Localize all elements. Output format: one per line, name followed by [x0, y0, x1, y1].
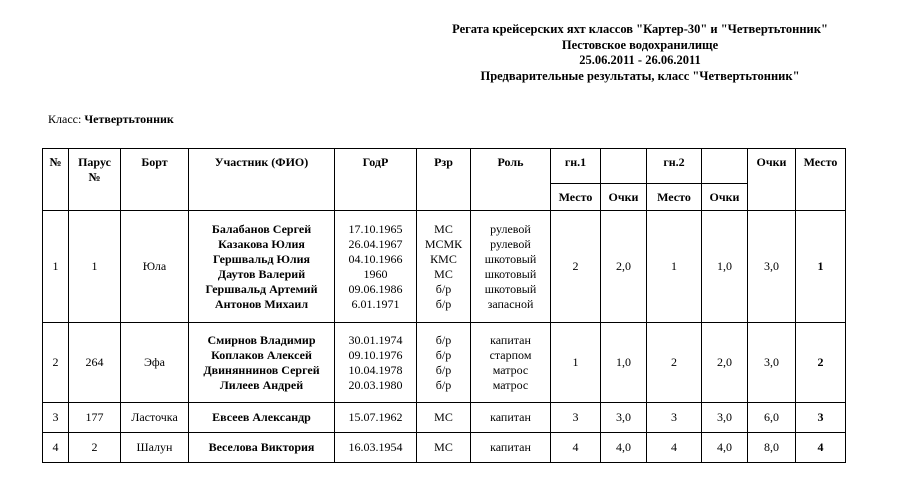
- race2-place: 3: [647, 403, 702, 433]
- crew-birth: 17.10.1965: [348, 221, 403, 236]
- col-num: №: [43, 149, 69, 211]
- crew-role: старпом: [489, 347, 532, 362]
- row-sail: 1: [69, 211, 121, 323]
- race1-place: 4: [551, 433, 601, 463]
- crew-births: [335, 211, 417, 323]
- results-subtitle: Предварительные результаты, класс "Четвертьтонник": [480, 68, 800, 83]
- row-boat: Ласточка: [121, 403, 189, 433]
- final-place: 1: [796, 211, 846, 323]
- race1-place: 1: [551, 323, 601, 403]
- crew-name: Евсеев Александр: [189, 403, 335, 433]
- final-place: 2: [796, 323, 846, 403]
- crew-rank: МС: [417, 433, 471, 463]
- crew-births: [335, 323, 417, 403]
- total-points: 3,0: [748, 323, 796, 403]
- race1-place: 2: [551, 211, 601, 323]
- final-place: 4: [796, 433, 846, 463]
- crew-role: шкотовый: [484, 266, 537, 281]
- crew-roles: [471, 211, 551, 323]
- crew-rank: б/р: [435, 362, 452, 377]
- table-row: [43, 323, 846, 403]
- row-sail: 264: [69, 323, 121, 403]
- crew-rank: б/р: [435, 332, 452, 347]
- row-num: 4: [43, 433, 69, 463]
- crew-names: [189, 211, 335, 323]
- crew-name: Смирнов Владимир: [207, 332, 316, 347]
- regatta-header: [380, 22, 900, 84]
- crew-rank: б/р: [435, 281, 452, 296]
- crew-name: Даутов Валерий: [217, 266, 306, 281]
- row-num: 2: [43, 323, 69, 403]
- col-birth: ГодР: [335, 149, 417, 211]
- crew-rank: МС: [434, 221, 453, 236]
- col-race1-blank: [601, 149, 647, 184]
- race2-points: 3,0: [702, 403, 748, 433]
- race1-place: 3: [551, 403, 601, 433]
- crew-rank: б/р: [435, 377, 452, 392]
- race2-points: 4,0: [702, 433, 748, 463]
- table-row: [43, 433, 846, 463]
- col-race2-place: Место: [647, 184, 702, 211]
- crew-rank: б/р: [435, 347, 452, 362]
- crew-rank: МС: [417, 403, 471, 433]
- crew-name: Балабанов Сергей: [211, 221, 312, 236]
- crew-rank: МСМК: [424, 236, 463, 251]
- row-boat: Эфа: [121, 323, 189, 403]
- col-total-points: Очки: [748, 149, 796, 211]
- row-boat: Шалун: [121, 433, 189, 463]
- race1-points: 4,0: [601, 433, 647, 463]
- crew-role: рулевой: [490, 221, 531, 236]
- crew-birth: 26.04.1967: [348, 236, 403, 251]
- crew-birth: 30.01.1974: [348, 332, 403, 347]
- col-boat: Борт: [121, 149, 189, 211]
- dates: 25.06.2011 - 26.06.2011: [579, 53, 701, 67]
- race2-place: 2: [647, 323, 702, 403]
- crew-birth: 20.03.1980: [348, 377, 403, 392]
- crew-birth: 09.06.1986: [348, 281, 403, 296]
- crew-name: Веселова Виктория: [189, 433, 335, 463]
- col-place: Место: [796, 149, 846, 211]
- col-role: Роль: [471, 149, 551, 211]
- crew-role: шкотовый: [484, 251, 537, 266]
- crew-name: Гершвальд Артемий: [205, 281, 318, 296]
- total-points: 8,0: [748, 433, 796, 463]
- crew-role: шкотовый: [484, 281, 537, 296]
- crew-birth: 15.07.1962: [335, 403, 417, 433]
- race1-points: 1,0: [601, 323, 647, 403]
- crew-rank: МС: [434, 266, 453, 281]
- col-sail: Парус №: [69, 149, 121, 211]
- race1-points: 2,0: [601, 211, 647, 323]
- final-place: 3: [796, 403, 846, 433]
- col-race1: гн.1: [551, 149, 601, 184]
- crew-birth: 1960: [363, 266, 388, 281]
- race2-place: 1: [647, 211, 702, 323]
- crew-role: рулевой: [490, 236, 531, 251]
- venue: Пестовское водохранилище: [561, 37, 719, 52]
- regatta-title: Регата крейсерских яхт классов "Картер-30" и "Четвертьтонник": [452, 22, 828, 36]
- crew-name: Гершвальд Юлия: [212, 251, 311, 266]
- crew-role: капитан: [471, 433, 551, 463]
- table-row: [43, 211, 846, 323]
- race1-points: 3,0: [601, 403, 647, 433]
- crew-roles: [471, 323, 551, 403]
- crew-role: капитан: [490, 332, 531, 347]
- race2-place: 4: [647, 433, 702, 463]
- crew-names: [189, 323, 335, 403]
- crew-birth: 09.10.1976: [348, 347, 403, 362]
- crew-role: запасной: [487, 296, 534, 311]
- row-sail: 2: [69, 433, 121, 463]
- col-race1-place: Место: [551, 184, 601, 211]
- row-num: 3: [43, 403, 69, 433]
- crew-role: матрос: [492, 362, 529, 377]
- col-race2-points: Очки: [702, 184, 748, 211]
- col-race2: гн.2: [647, 149, 702, 184]
- crew-birth: 16.03.1954: [335, 433, 417, 463]
- col-rank: Рзр: [417, 149, 471, 211]
- results-table: [42, 148, 846, 463]
- crew-name: Лилеев Андрей: [219, 377, 304, 392]
- table-row: [43, 403, 846, 433]
- race2-points: 2,0: [702, 323, 748, 403]
- race2-points: 1,0: [702, 211, 748, 323]
- crew-role: матрос: [492, 377, 529, 392]
- total-points: 6,0: [748, 403, 796, 433]
- crew-rank: КМС: [430, 251, 457, 266]
- crew-birth: 04.10.1966: [348, 251, 403, 266]
- col-participant: Участник (ФИО): [189, 149, 335, 211]
- col-race2-blank: [702, 149, 748, 184]
- crew-ranks: [417, 211, 471, 323]
- crew-ranks: [417, 323, 471, 403]
- crew-name: Антонов Михаил: [214, 296, 309, 311]
- crew-birth: 6.01.1971: [351, 296, 400, 311]
- col-race1-points: Очки: [601, 184, 647, 211]
- row-num: 1: [43, 211, 69, 323]
- row-sail: 177: [69, 403, 121, 433]
- crew-birth: 10.04.1978: [348, 362, 403, 377]
- total-points: 3,0: [748, 211, 796, 323]
- crew-role: капитан: [471, 403, 551, 433]
- class-label: Класс:: [48, 112, 82, 126]
- row-boat: Юла: [121, 211, 189, 323]
- class-value: Четвертьтонник: [84, 112, 174, 126]
- crew-rank: б/р: [435, 296, 452, 311]
- crew-name: Коплаков Алексей: [211, 347, 312, 362]
- crew-name: Двиняннинов Сергей: [203, 362, 320, 377]
- class-line: [48, 112, 174, 127]
- crew-name: Казакова Юлия: [218, 236, 305, 251]
